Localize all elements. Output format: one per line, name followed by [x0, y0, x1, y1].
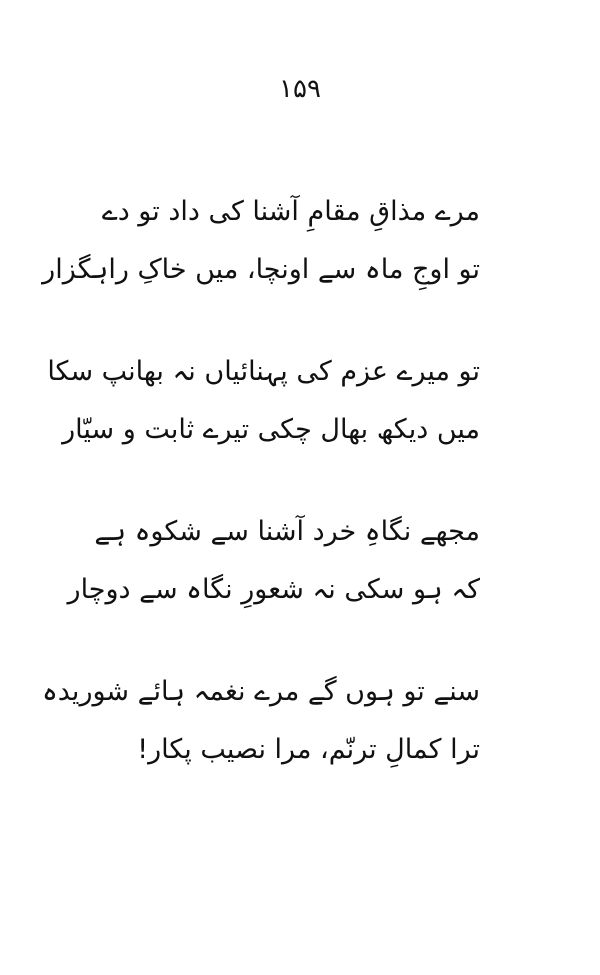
verse-line: مرے مذاقِ مقامِ آشنا کی داد تو دے	[101, 196, 480, 227]
verse-line: تو میرے عزم کی پہنائیاں نہ بھانپ سکا	[47, 356, 480, 387]
stanza-1	[42, 190, 480, 306]
verse-line: کہ ہو سکی نہ شعورِ نگاہ سے دوچار	[67, 574, 480, 605]
verse-line: میں دیکھ بھال چکی تیرے ثابت و سیّار	[62, 414, 480, 445]
verse-line: سنے تو ہوں گے مرے نغمہ ہائے شوریدہ	[41, 676, 480, 707]
verse-line: ترا کمالِ ترنّم، مرا نصیب پکار!	[137, 734, 480, 765]
stanza-2	[47, 350, 480, 466]
verse-line: تو اوجِ ماہ سے اونچا، میں خاکِ راہگزار	[42, 254, 480, 285]
stanza-3	[67, 510, 480, 626]
verse-line: مجھے نگاہِ خرد آشنا سے شکوہ ہے	[94, 516, 480, 547]
stanza-4	[41, 670, 480, 786]
poem	[41, 190, 480, 830]
page-number: ۱۵۹	[279, 74, 321, 104]
